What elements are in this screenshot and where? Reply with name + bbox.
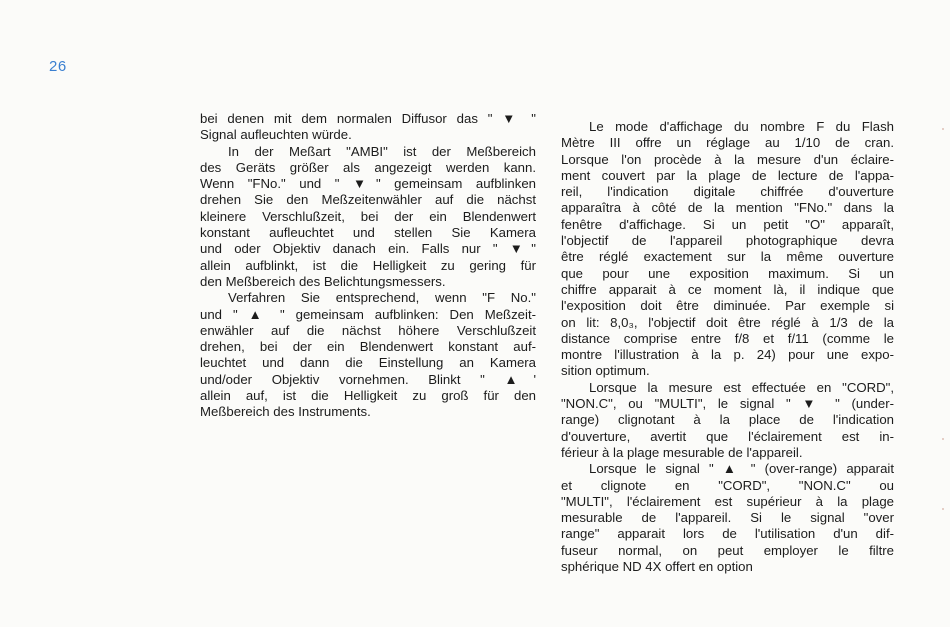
german-text-line: leuchtet und dann die Einstellung an Kamera [200, 355, 536, 371]
german-text-column [200, 111, 536, 421]
french-paragraph [561, 119, 894, 380]
german-text-line: konstant aufleuchtet und stellen Sie Kamera [200, 225, 536, 241]
german-paragraph [200, 111, 536, 144]
french-text-line: Lorsque la mesure est effectuée en "CORD", [589, 379, 894, 395]
french-text-line: distance comprise entre f/8 et f/11 (comme le [561, 330, 894, 346]
german-text-line: Signal aufleuchten würde. [200, 127, 352, 143]
scan-speck [942, 438, 944, 440]
french-paragraph [561, 461, 894, 575]
scan-speck [942, 128, 944, 130]
french-text-line: range) clignotant à la place de l'indication [561, 412, 894, 428]
french-text-line: sition optimum. [561, 363, 650, 379]
french-text-line: chiffre apparait à ce moment là, il indique que [561, 281, 894, 297]
german-paragraph [200, 144, 536, 291]
german-text-line: Verfahren Sie entsprechend, wenn "F No." [228, 290, 536, 306]
french-text-line: montre l'illustration à la p. 24) pour une expo- [561, 347, 894, 363]
german-text-line: bei denen mit dem normalen Diffusor das " ▼ " [200, 111, 536, 126]
page-number: 26 [49, 58, 67, 75]
german-text-line: Wenn "FNo." und " ▼" gemeinsam aufblinken [200, 176, 536, 192]
french-text-line: range" apparait lors de l'utilisation d'un dif- [561, 526, 894, 542]
german-text-line: allein auf, ist die Helligkeit zu groß für den [200, 388, 536, 404]
french-text-line: férieur à la plage mesurable de l'appareil. [561, 444, 803, 460]
german-text-line: drehen, bei der ein Blendenwert konstant auf- [200, 339, 536, 355]
french-text-column [561, 119, 894, 575]
german-text-line: und/oder Objektiv vornehmen. Blinkt " ▲' [200, 371, 536, 387]
french-text-line: sphérique ND 4X offert en option [561, 559, 753, 575]
french-text-line: apparaîtra à côté de la mention "FNo." dans la [561, 200, 894, 216]
scan-speck [942, 508, 944, 510]
german-text-line: enwähler auf die nächst höhere Verschlußzeit [200, 322, 536, 338]
german-text-line: Meßbereich des Instruments. [200, 404, 371, 420]
german-text-line: und oder Objektiv danach ein. Falls nur " ▼" [200, 241, 536, 257]
french-text-line: Lorsque l'on procède à la mesure d'un éclaire- [561, 151, 894, 167]
french-text-line: reil, l'indication digitale chiffrée d'ouverture [561, 184, 894, 200]
french-text-line: l'exposition doit être diminuée. Par exemple si [561, 298, 894, 314]
french-text-line: Mètre III offre un réglage au 1/10 de cran. [561, 135, 894, 151]
german-text-line: drehen Sie den Meßzeitenwähler auf die nächst [200, 192, 536, 208]
french-text-line: Lorsque le signal " ▲ " (over-range) apparait [589, 461, 894, 477]
german-paragraph [200, 290, 536, 420]
french-text-line: "NON.C", ou "MULTI", le signal " ▼ " (under- [561, 396, 894, 412]
french-text-line: Le mode d'affichage du nombre F du Flash [589, 119, 894, 134]
french-text-line: et clignote en "CORD", "NON.C" ou [561, 477, 894, 493]
french-text-line: "MULTI", l'éclairement est supérieur à la plage [561, 493, 894, 509]
german-text-line: allein aufblinkt, ist die Helligkeit zu gering für [200, 257, 536, 273]
french-text-line: d'ouverture, avertit que l'éclairement est in- [561, 428, 894, 444]
german-text-line: den Meßbereich des Belichtungsmessers. [200, 273, 446, 289]
french-text-line: mesurable de l'appareil. Si le signal "over [561, 510, 894, 526]
french-text-line: on lit: 8,0₃, l'objectif doit être réglé à 1/3 de la [561, 314, 894, 330]
french-text-line: fenêtre d'affichage. Si un petit "O" apparaît, [561, 216, 894, 232]
german-text-line: und " ▲ " gemeinsam aufblinken: Den Meßzeit- [200, 306, 536, 322]
french-text-line: être réglé exactement sur la même ouverture [561, 249, 894, 265]
french-text-line: l'objectif de l'appareil photographique devra [561, 233, 894, 249]
german-text-line: des Geräts größer als angezeigt werden kann. [200, 159, 536, 175]
french-text-line: fuseur normal, on peut employer le filtre [561, 542, 894, 558]
french-text-line: que pour une exposition maximum. Si un [561, 265, 894, 281]
german-text-line: In der Meßart "AMBI" ist der Meßbereich [228, 143, 536, 159]
german-text-line: kleinere Verschlußzeit, bei der ein Blendenwert [200, 208, 536, 224]
french-paragraph [561, 380, 894, 461]
french-text-line: ment couvert par la plage de lecture de l'appa- [561, 167, 894, 183]
